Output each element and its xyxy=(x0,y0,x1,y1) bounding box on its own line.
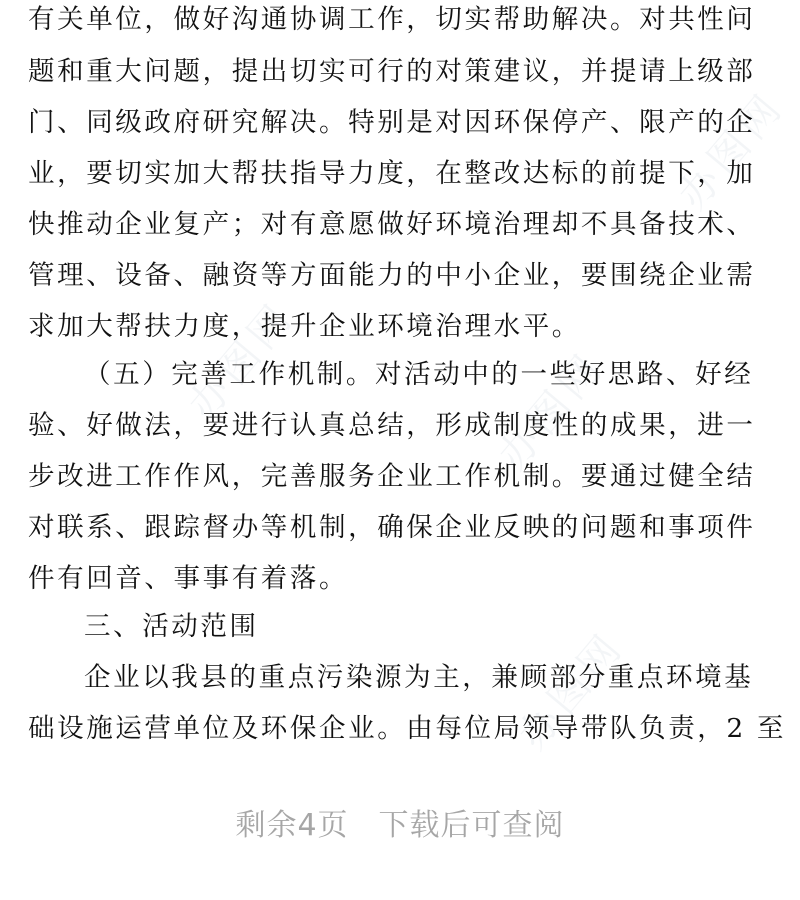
watermark: 办图网 xyxy=(669,83,794,219)
body-text-line: 快推动企业复产；对有意愿做好环境治理却不具备技术、 xyxy=(28,209,756,240)
body-text-line: 对联系、跟踪督办等机制，确保企业反映的问题和事项件 xyxy=(28,512,756,543)
body-text-line: 础设施运营单位及环保企业。由每位局领导带队负责，2 至 xyxy=(28,713,786,744)
body-text-line: 企业以我县的重点污染源为主，兼顾部分重点环境基 xyxy=(84,662,754,693)
body-text-line: 件有回音、事事有着落。 xyxy=(28,563,349,594)
watermark: 办图网 xyxy=(509,623,634,759)
body-text-line: 题和重大问题，提出切实可行的对策建议，并提请上级部 xyxy=(28,56,756,87)
download-hint-label: 下载后可查阅 xyxy=(378,808,565,843)
remaining-pages-label: 剩余4页 xyxy=(235,808,349,843)
remaining-pages-notice[interactable] xyxy=(0,800,800,844)
body-text-line: 验、好做法，要进行认真总结，形成制度性的成果，进一 xyxy=(28,410,756,441)
body-text-line: 门、同级政府研究解决。特别是对因环保停产、限产的企 xyxy=(28,107,756,138)
body-text-line: 有关单位，做好沟通协调工作，切实帮助解决。对共性问 xyxy=(28,4,756,35)
body-text-line: 步改进工作作风，完善服务企业工作机制。要通过健全结 xyxy=(28,461,756,492)
section-heading-paragraph: （五）完善工作机制。对活动中的一些好思路、好经 xyxy=(84,359,754,390)
body-text-line: 求加大帮扶力度，提升企业环境治理水平。 xyxy=(28,311,581,342)
watermark: 办图网 xyxy=(179,293,304,429)
body-text-line: 管理、设备、融资等方面能力的中小企业，要围绕企业需 xyxy=(28,260,756,291)
section-heading: 三、活动范围 xyxy=(84,611,259,642)
body-text-line: 业，要切实加大帮扶指导力度，在整改达标的前提下，加 xyxy=(28,158,756,189)
watermark: 办图网 xyxy=(489,343,614,479)
